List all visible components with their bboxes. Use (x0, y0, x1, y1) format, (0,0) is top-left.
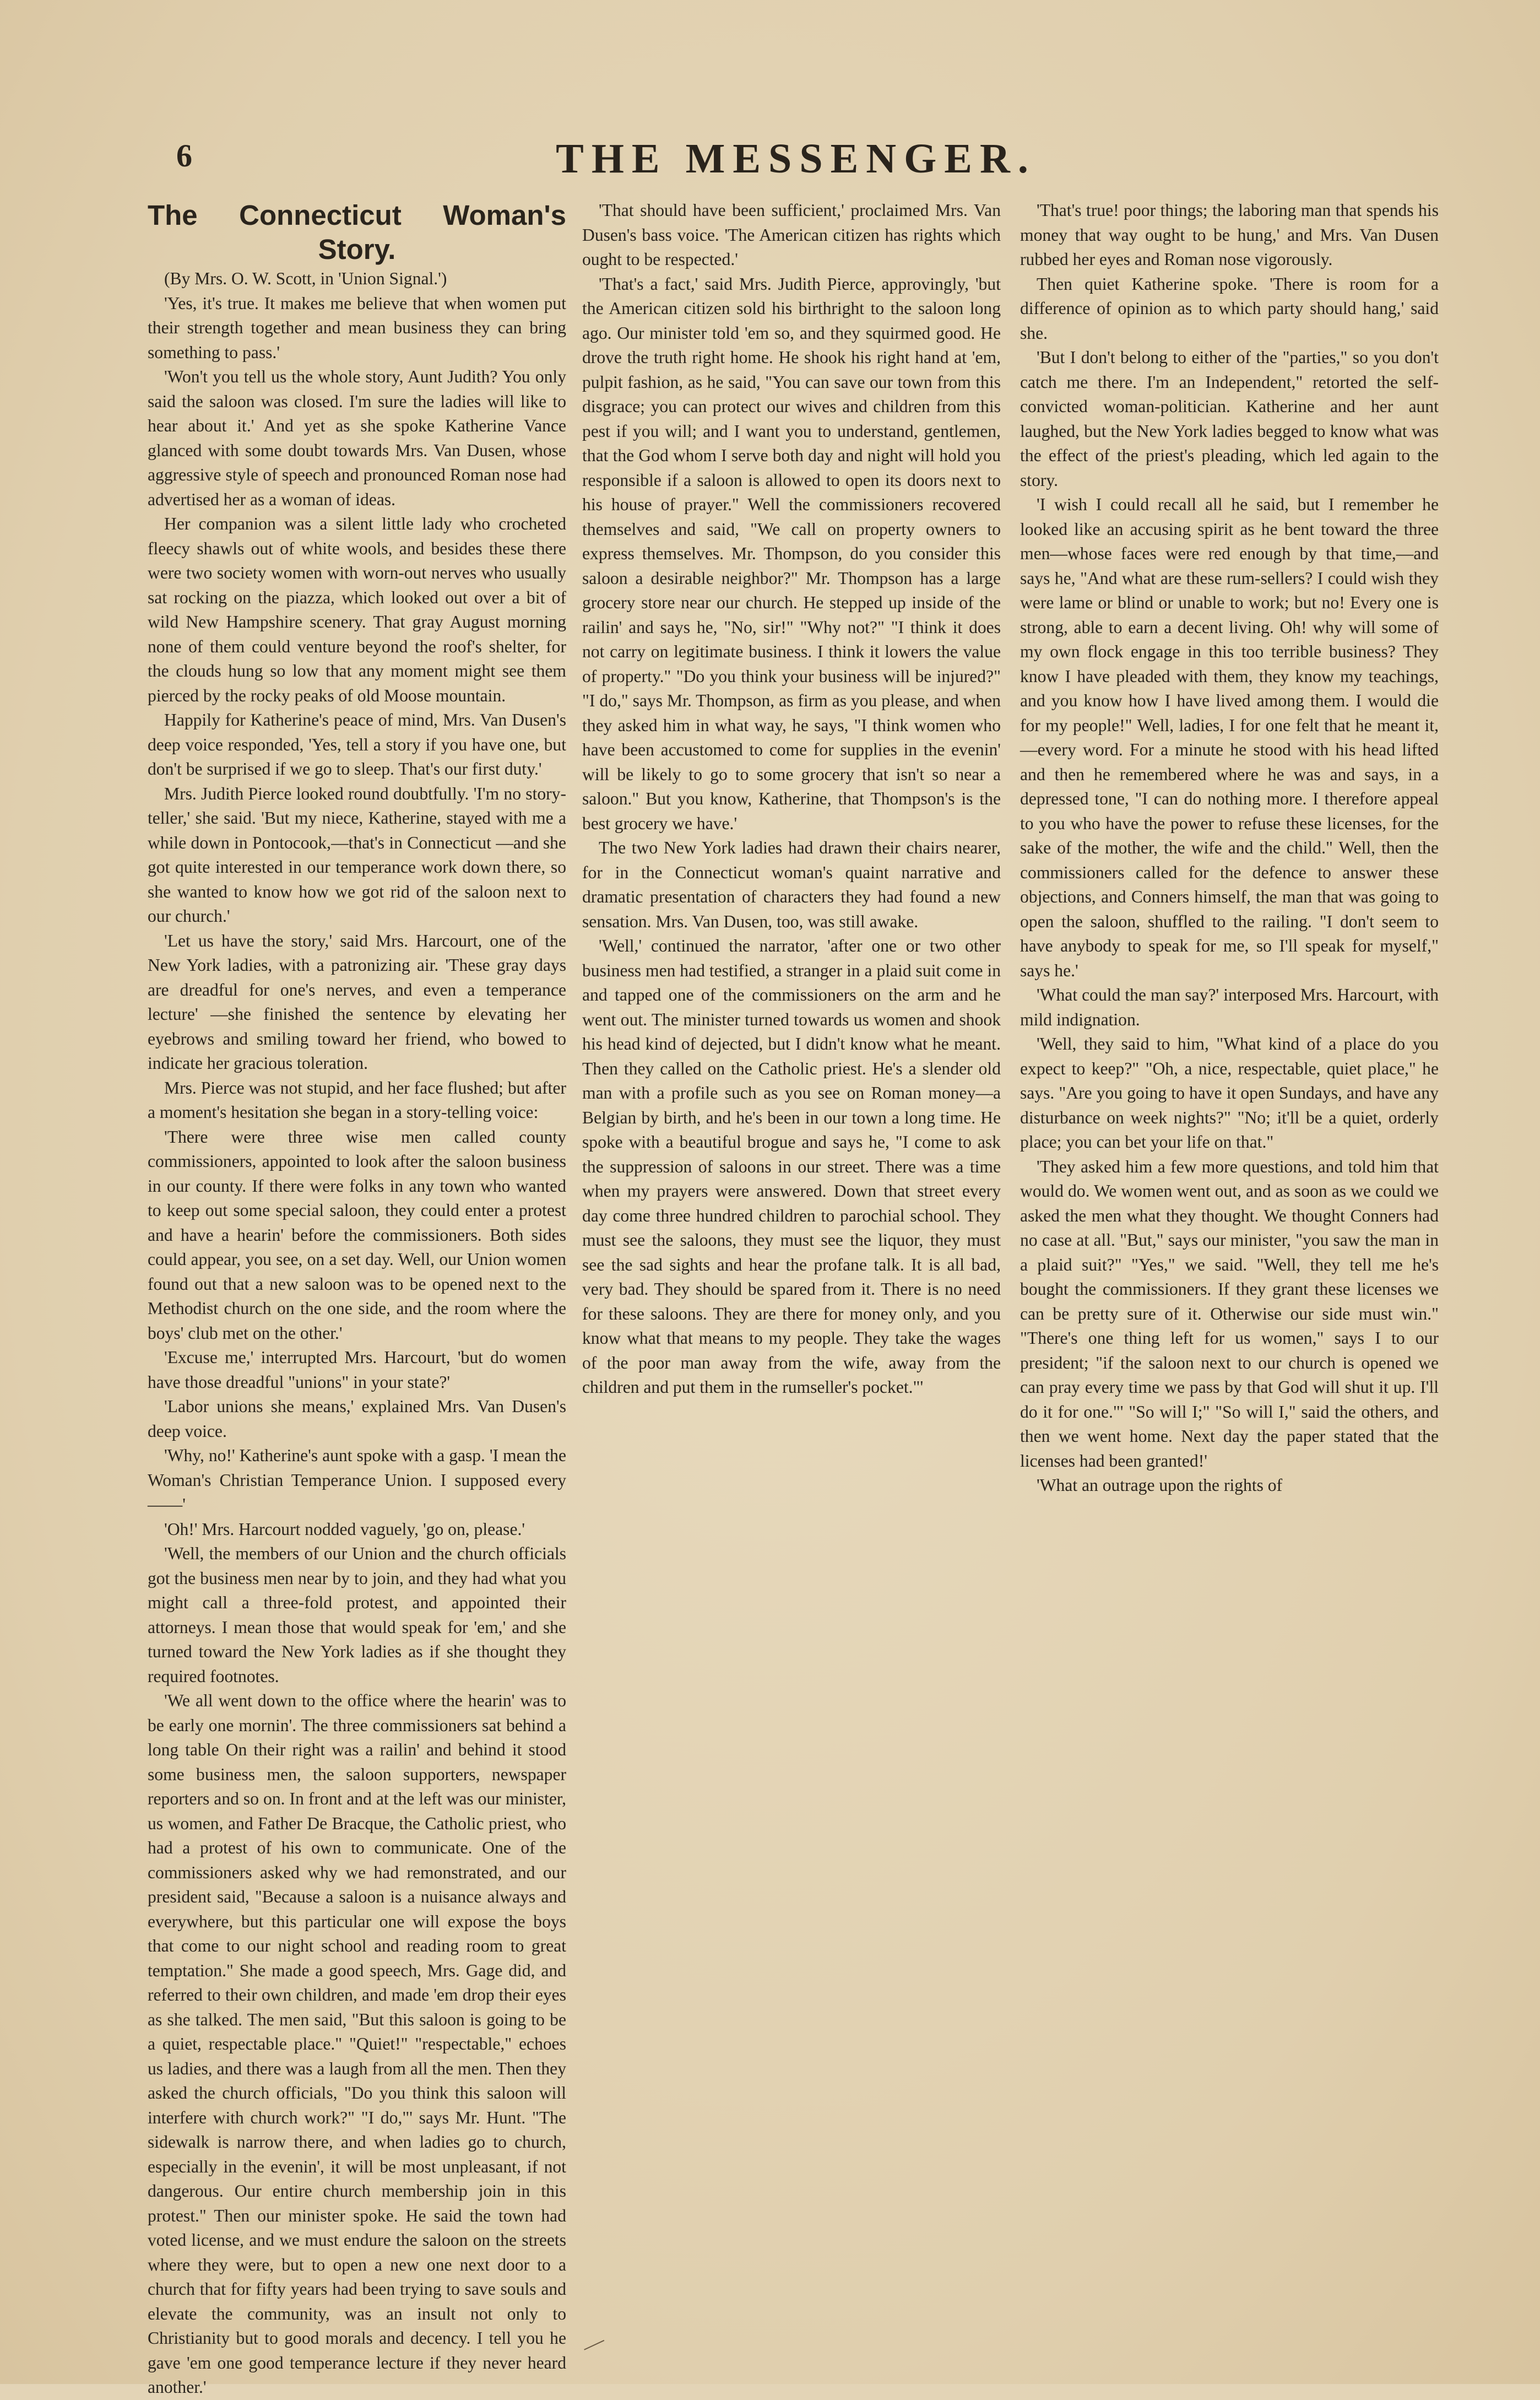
column-2 (582, 198, 1001, 1400)
paragraph: The two New York ladies had drawn their chairs nearer, for in the Connecticut woman's quaint narrative and dramatic presentation of characters they had found a new sensation. Mrs. Van Dusen, too, was still awake. (582, 838, 1001, 931)
page-header (149, 135, 1443, 185)
paragraph: 'What an outrage upon the rights of (1037, 1475, 1283, 1495)
paragraph: 'We all went down to the office where the hearin' was to be early one mornin'. The three commissioners sat behind a long table On their right was a railin' and behind it stood some business men, the saloon supporters, newspaper reporters and so on. In front and at the left was our minister, us women, and Father De Bracque, the Catholic priest, who had a protest of his own to communicate. One of the commissioners asked why we had remonstrated, and our president said, "Because a saloon is a nuisance always and everywhere, but this particular one will expose the boys that come to our night school and reading room to great temptation." She made a good speech, Mrs. Gage did, and referred to their own children, and made 'em drop their eyes as she talked. The men said, "But this saloon is going to be a quiet, respectable place." "Quiet!" "respectable," echoes us ladies, and there was a laugh from all the men. Then they asked the church officials, "Do you think this saloon will interfere with church work?" "I do,"' says Mr. Hunt. "The sidewalk is narrow there, and when ladies go to church, especially in the evenin', it will be most unpleasant, if not dangerous. Our entire church membership join in this protest." Then our minister spoke. He said the town had voted license, and we must endure the saloon on the streets where they were, but to open a new one next door to a church that for fifty years had been trying to save souls and elevate the community, was an insult not only to Christianity but to good morals and decency. I tell you he gave 'em one good temperance lecture if they never heard another.' (148, 1691, 566, 2397)
paragraph: 'They asked him a few more questions, and told him that would do. We women went out, and as soon as we could we asked the men what they thought. We thought Conners had no case at all. "But," says our minister, "you saw the man in a plaid suit?" "Yes," we said. "Well, they tell me he's bought the commissioners. If they grant these licenses we can be pretty sure of it. Otherwise our side must win." "There's one thing left for us women," says I to our president; "if the saloon next to our church is opened we can pray every time we pass by that God will shut it up. I'll do it for one."' "So will I;" "So will I," said the others, and then we went home. Next day the paper stated that the licenses had been granted!' (1020, 1156, 1439, 1471)
paragraph: 'Well, the members of our Union and the church officials got the business men near by to join, and they had what you might call a three-fold protest, and appointed their attorneys. I mean those that would speak for 'em,' and she turned toward the New York ladies as if she thought they required footnotes. (148, 1544, 566, 1686)
paragraph: 'Let us have the story,' said Mrs. Harcourt, one of the New York ladies, with a patronizing air. 'These gray days are dreadful for one's nerves, and even a temperance lecture' —she finished the sentence by elevating her eyebrows and smiling toward her friend, who bowed to indicate her gracious toleration. (148, 931, 566, 1073)
article-title: The Connecticut Woman's Story. (148, 199, 566, 265)
paragraph: Happily for Katherine's peace of mind, Mrs. Van Dusen's deep voice responded, 'Yes, tell a story if you have one, but don't be surprised if we go to sleep. That's our first duty.' (148, 710, 566, 779)
masthead: THE MESSENGER. (556, 136, 1036, 182)
byline: (By Mrs. O. W. Scott, in 'Union Signal.') (164, 269, 447, 288)
paragraph: 'I wish I could recall all he said, but I remember he looked like an accusing spirit as he bent toward the three men—whose faces were red enough by that time,—and says he, "And what are these rum-sellers? I could wish they were lame or blind or unable to work; but no! Every one is strong, able to earn a decent living. Oh! why will some of my own flock engage in this too terrible business? They know I have pleaded with them, they know my teachings, and you know how I have lived among them. I would die for my people!" Well, ladies, I for one felt that he meant it,—every word. For a minute he stood with his head lifted and then he remembered where he was and says, in a depressed tone, "I can do nothing more. I therefore appeal to you who have the power to refuse these licenses, for the sake of the mother, the wife and the child." Well, then the commissioners called for the defence to answer these objections, and Conners himself, the man that was going to open the saloon, shuffled to the railing. "I don't seem to have anybody to speak for me, so I'll speak for myself," says he.' (1020, 495, 1439, 980)
paragraph: 'Excuse me,' interrupted Mrs. Harcourt, 'but do women have those dreadful "unions" in your state?' (148, 1348, 566, 1392)
paragraph: 'Well,' continued the narrator, 'after one or two other business men had testified, a stranger in a plaid suit come in and tapped one of the commissioners on the arm and he went out. The minister turned towards us women and shook his head kind of dejected, but I didn't know what he meant. Then they called on the Catholic priest. He's a slender old man with a profile such as you see on Roman money—a Belgian by birth, and he's been in our town a long time. He spoke with a beautiful brogue and says he, "I come to ask the suppression of saloons in our street. There was a time when my prayers were answered. Down that street every day come three hundred children to parochial school. They must see the saloons, they must see the liquor, they must see the sad sights and hear the profane talk. It is all bad, very bad. They should be spared from it. There is no need for these saloons. They are there for money only, and you know what that means to my people. They take the wages of the poor man away from the wife, away from the children and put them in the rumseller's pocket."' (582, 936, 1001, 1397)
paragraph: 'There were three wise men called county commissioners, appointed to look after the saloon business in our county. If there were folks in any town who wanted to keep out some special saloon, they could enter a protest and have a hearin' before the commissioners. Both sides could appear, you see, on a set day. Well, our Union women found out that a new saloon was to be opened next to the Methodist church on the one side, and the room where the boys' club met on the other.' (148, 1127, 566, 1343)
paragraph: 'That should have been sufficient,' proclaimed Mrs. Van Dusen's bass voice. 'The American citizen has rights which ought to be respected.' (582, 201, 1001, 269)
paragraph: 'Well, they said to him, "What kind of a place do you expect to keep?" "Oh, a nice, respectable, quiet place," he says. "Are you going to have it open Sundays, and have any disturbance on week nights?" "No; it'll be a quiet, orderly place; you can bet your life on that." (1020, 1034, 1439, 1152)
paragraph: Mrs. Pierce was not stupid, and her face flushed; but after a moment's hesitation she began in a story-telling voice: (148, 1078, 566, 1122)
paragraph: Then quiet Katherine spoke. 'There is room for a difference of opinion as to which party should hang,' said she. (1020, 274, 1439, 343)
paragraph: 'That's a fact,' said Mrs. Judith Pierce, approvingly, 'but the American citizen sold his birthright to the saloon long ago. Our minister told 'em so, and they squirmed good. He drove the truth right home. He shook his right hand at 'em, pulpit fashion, as he said, "You can save our town from this disgrace; you can protect our wives and children from this pest if you will; and I want you to understand, gentlemen, that the God whom I serve both day and night will hold you responsible if a saloon is allowed to open its doors next to his house of prayer." Well the commissioners recovered themselves and said, "We call on property owners to express themselves. Mr. Thompson, do you consider this saloon a desirable neighbor?" Mr. Thompson has a large grocery store near our church. He stepped up inside of the railin' and says he, "No, sir!" "Why not?" "I think it does not carry on legitimate business. I think it lowers the value of property." "Do you think your business will be injured?" "I do," says Mr. Thompson, as firm as you please, and when they asked him in what way, he says, "I think women who have been accustomed to come for supplies in the evenin' will be likely to go to some grocery that isn't so near a saloon." But you know, Katherine, that Thompson's is the best grocery we have.' (582, 274, 1001, 833)
column-1 (148, 198, 566, 2400)
paragraph: 'Oh!' Mrs. Harcourt nodded vaguely, 'go on, please.' (164, 1519, 525, 1539)
page-number: 6 (176, 138, 192, 174)
column-3-body (1020, 198, 1439, 1498)
paragraph: 'What could the man say?' interposed Mrs. Harcourt, with mild indignation. (1020, 985, 1439, 1029)
paragraph: Her companion was a silent little lady who crocheted fleecy shawls out of white wools, and besides these there were two society women with worn-out nerves who usually sat rocking on the piazza, which looked out over a bit of wild New Hampshire scenery. That gray August morning none of them could venture beyond the roof's shelter, for the clouds hung so low that any moment might see them pierced by the rocky peaks of old Moose mountain. (148, 514, 566, 705)
paragraph: 'Labor unions she means,' explained Mrs. Van Dusen's deep voice. (148, 1397, 566, 1441)
paragraph: 'Won't you tell us the whole story, Aunt Judith? You only said the saloon was closed. I'm sure the ladies will like to hear about it.' And yet as she spoke Katherine Vance glanced with some doubt towards Mrs. Van Dusen, whose aggressive style of speech and pronounced Roman nose had advertised her as a woman of ideas. (148, 367, 566, 509)
paragraph: Mrs. Judith Pierce looked round doubtfully. 'I'm no story-teller,' she said. 'But my niece, Katherine, stayed with me a while down in Pontocook,—that's in Connecticut —and she got quite interested in our temperance work down there, so she wanted to know how we got rid of the saloon next to our church.' (148, 783, 566, 926)
column-2-body (582, 198, 1001, 1400)
column-3 (1020, 198, 1439, 1498)
ink-mark (584, 2340, 606, 2353)
paragraph: 'That's true! poor things; the laboring man that spends his money that way ought to be hung,' and Mrs. Van Dusen rubbed her eyes and Roman nose vigorously. (1020, 201, 1439, 269)
paragraph: 'But I don't belong to either of the "parties," so you don't catch me there. I'm an Independent," retorted the self-convicted woman-politician. Katherine and her aunt laughed, but the New York ladies begged to know what was the effect of the priest's pleading, which led again to the story. (1020, 348, 1439, 490)
paragraph: 'Why, no!' Katherine's aunt spoke with a gasp. 'I mean the Woman's Christian Temperance Union. I supposed every——' (148, 1446, 566, 1514)
column-1-body (148, 291, 566, 2400)
paragraph: 'Yes, it's true. It makes me believe that when women put their strength together and mean business they can bring something to pass.' (148, 293, 566, 362)
